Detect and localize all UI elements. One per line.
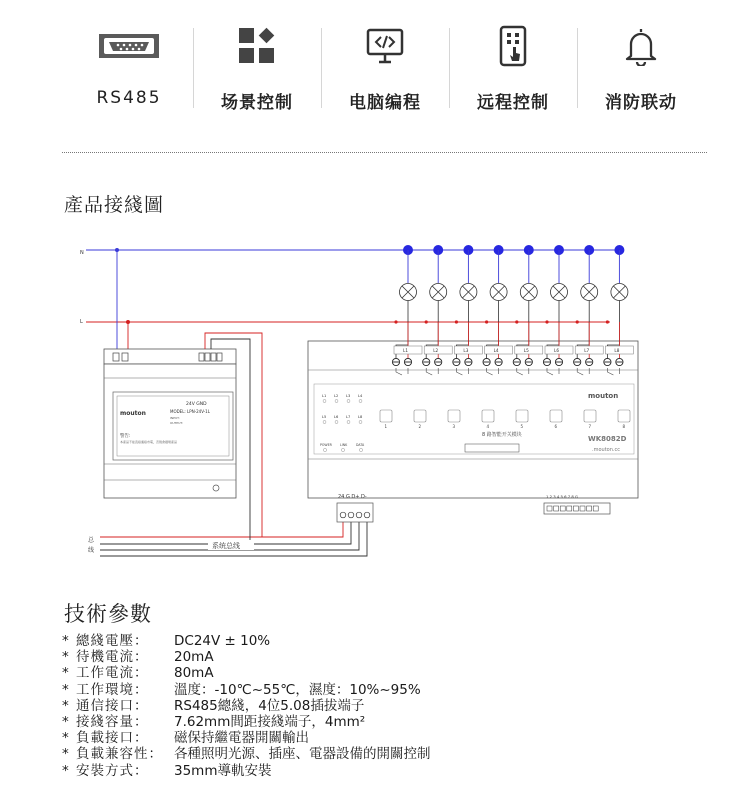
input-pin [560,506,565,511]
module-brand: mouton [588,392,619,400]
module-website: .mouton.cc [592,447,620,453]
spec-row [62,698,712,714]
channel-label: L4 [493,348,499,353]
bullet-icon: * [62,697,69,714]
status-power: POWER [320,443,332,447]
bus-label-2: 线 [88,547,95,554]
spec-key: 總綫電壓： [76,633,149,649]
channel-label: L8 [614,348,620,353]
psu-terms: 24V GND [186,402,207,407]
live-tap-node [606,320,609,323]
spec-row [62,649,712,665]
diagram-title: 產品接綫圖 [64,194,165,216]
led-label: L6 [334,415,339,419]
feature-label: 远程控制 [477,93,549,113]
spec-value: 35mm導軌安裝 [174,762,272,779]
spec-value: 磁保持繼電器開關輸出 [174,730,309,747]
psu-brand: mouton [120,410,146,417]
channel-button [482,410,494,422]
input-pin [567,506,572,511]
divider [62,152,707,153]
bullet-icon: * [62,730,69,747]
psu-warn-title: 警告: [120,434,131,439]
button-number: 8 [622,424,626,429]
bus-gnd-to-module [250,522,351,544]
psu-input: INPUT: [170,416,180,420]
feature-scene [193,18,321,118]
spec-row [62,633,712,649]
feature-remote [449,18,577,118]
live-tap-node [455,320,458,323]
bullet-icon: * [62,633,69,649]
channel-button [380,410,392,422]
channel-box [545,346,573,354]
feature-rs485 [65,18,193,118]
feature-label: 消防联动 [605,93,677,113]
button-number: 5 [520,424,524,429]
scene-grid-icon [237,26,277,66]
live-tap-node [545,320,548,323]
channel-button [550,410,562,422]
bullet-icon: * [62,681,69,698]
channel-button [414,410,426,422]
n-label: N [80,250,84,256]
channel-button [584,410,596,422]
channel-label: L7 [584,348,590,353]
spec-value: 溫度：-10℃~55℃，濕度：10%~95% [174,681,421,698]
spec-value: 7.62mm間距接綫端子，4mm² [174,713,366,730]
phone-remote-icon [498,25,528,67]
bullet-icon: * [62,665,69,682]
input-pin [593,506,598,511]
spec-key: 通信接口： [76,697,149,714]
spec-value: DC24V ± 10% [174,633,271,649]
spec-row [62,682,712,698]
led-label: L3 [346,394,351,398]
spec-row [62,714,712,730]
channel-label: L3 [463,348,469,353]
input-pin [580,506,585,511]
channel-button [618,410,630,422]
input-pin [587,506,592,511]
live-tap-node [394,320,397,323]
bullet-icon: * [62,762,69,779]
monitor-code-icon [365,26,405,66]
switch-module [308,341,638,522]
led-label: L4 [358,394,363,398]
power-supply-device [104,349,236,498]
bullet-icon: * [62,746,69,763]
rs485-port-icon [98,33,160,59]
channel-label: L1 [403,348,408,353]
live-tap-node [485,320,488,323]
channel-button [516,410,528,422]
live-tap-node [515,320,518,323]
bus-name: 系统总线 [212,542,240,550]
button-number: 1 [384,424,388,429]
spec-value: RS485總綫，4位5.08插拔端子 [174,697,365,714]
live-tap-node [576,320,579,323]
spec-key: 安裝方式： [76,762,149,779]
spec-list [62,633,712,779]
bullet-icon: * [62,649,69,666]
channel-label: L2 [433,348,439,353]
spec-key: 接綫容量： [76,713,149,730]
feature-label: 电脑编程 [349,93,421,113]
input-pin [573,506,578,511]
spec-key: 負載兼容性： [76,746,163,763]
button-number: 6 [554,424,558,429]
spec-row [62,730,712,746]
spec-key: 工作電流： [76,665,149,682]
button-number: 3 [452,424,456,429]
feature-fire-linkage [577,18,705,118]
spec-value: 20mA [174,649,214,666]
spec-value: 各種照明光源、插座、電器設備的開關控制 [174,746,431,763]
input-pin [547,506,552,511]
led-label: L2 [334,394,339,398]
bullet-icon: * [62,713,69,730]
status-link: LINK [340,443,348,447]
spec-row [62,763,712,779]
button-number: 2 [418,424,422,429]
bus-dminus [100,522,367,556]
module-panel-name: 8 路智能开关模块 [482,432,522,438]
channel-button [448,410,460,422]
module-model: WK8082D [588,435,627,443]
spec-key: 工作環境： [76,681,149,698]
channel-label: L6 [554,348,559,353]
bus-label-1: 总 [88,537,95,544]
led-label: L1 [322,394,327,398]
led-label: L7 [346,415,351,419]
bus-24v-to-module [262,522,343,537]
psu-warn-text: 本產品不能直接連接市電，否則會損壞產品 [120,440,178,444]
button-number: 7 [588,424,592,429]
status-data: DATA [356,443,365,447]
bell-icon [623,26,659,66]
spec-key: 待機電流： [76,649,149,666]
wiring-diagram [0,230,750,565]
spec-key: 負載接口： [76,730,149,747]
psu-model: MODEL: LPN-24V-1L [170,409,210,414]
input-pin [554,506,559,511]
spec-row [62,665,712,681]
spec-row [62,746,712,762]
bus-terms: 24 G D+ D- [338,494,367,500]
feature-label: RS485 [96,88,162,108]
psu-output: OUTPUT: [170,421,183,425]
spec-value: 80mA [174,665,214,682]
feature-row [65,18,705,118]
feature-label: 场景控制 [221,93,293,113]
channel-label: L5 [523,348,529,353]
feature-pc-programming [321,18,449,118]
live-tap-node [425,320,428,323]
button-number: 4 [486,424,490,429]
led-label: L8 [358,415,363,419]
input-terms: 1 2 3 4 5 6 7 8 G [546,494,578,499]
channel-box [394,346,422,354]
l-label: L [80,319,83,325]
spec-title: 技術參數 [64,602,152,626]
led-label: L5 [322,415,327,419]
